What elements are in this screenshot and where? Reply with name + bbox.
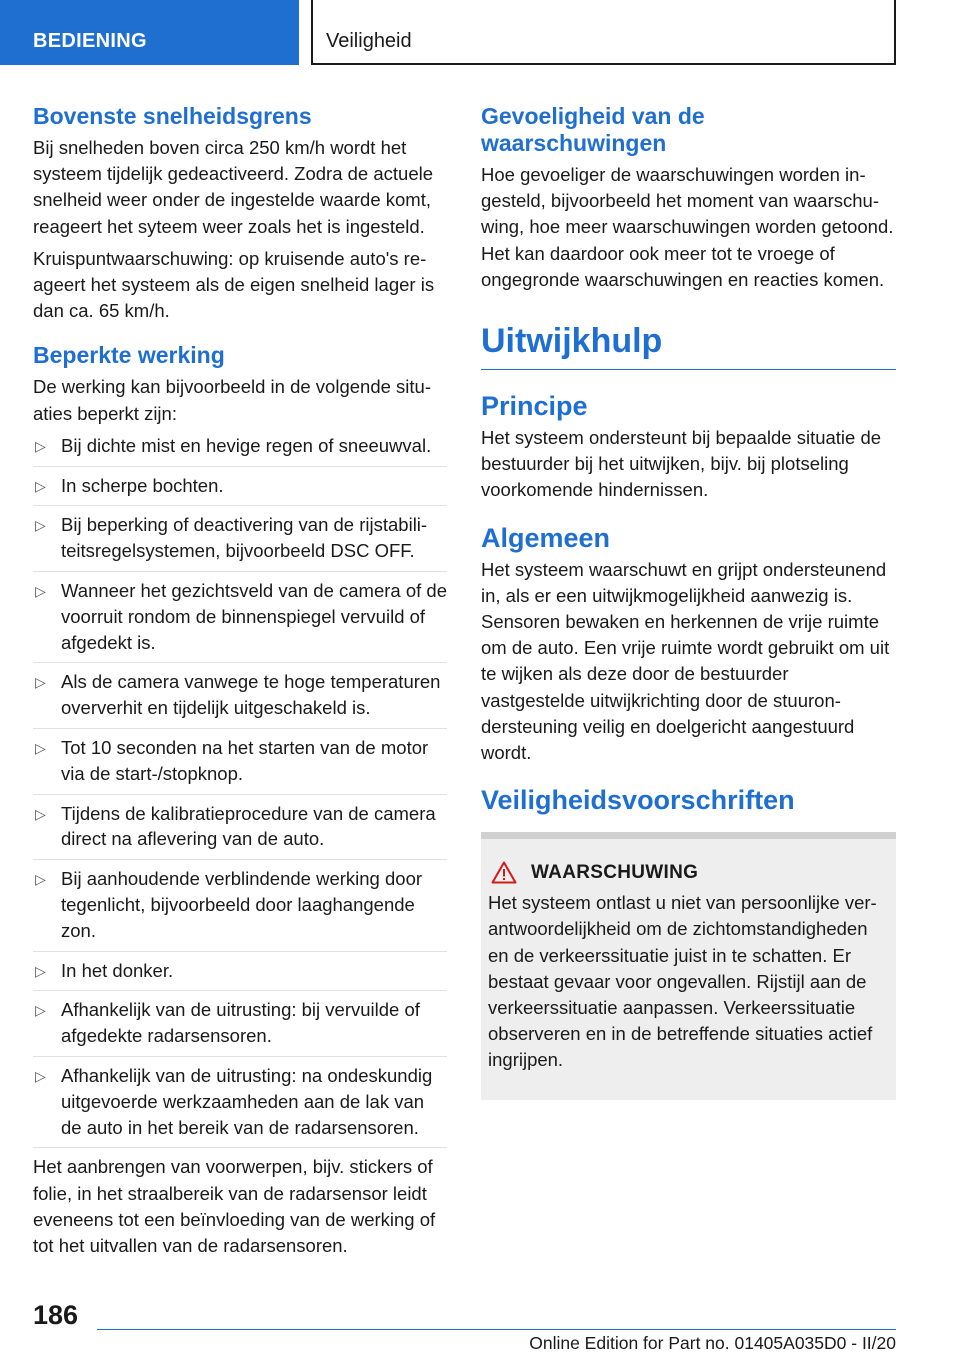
heading-safety: Veiligheidsvoorschriften xyxy=(481,785,795,816)
list-item xyxy=(33,801,447,861)
list-item-text: In het donker. xyxy=(61,959,174,981)
triangle-bullet-icon: ▷ xyxy=(35,437,46,454)
triangle-bullet-icon: ▷ xyxy=(35,674,46,691)
speed-limit-paragraph-2: Kruispuntwaarschuwing: op kruisende auto's reageert het systeem als de eigen snelheid lager is dan ca. 65 km/h. xyxy=(33,247,435,322)
heading-speed-limit: Bovenste snelheidsgrens xyxy=(33,103,312,129)
chapter-title: Uitwijkhulp xyxy=(481,321,896,370)
page-title: Veiligheid xyxy=(326,30,412,52)
footer-divider xyxy=(97,1329,896,1330)
section-label: BEDIENING xyxy=(33,30,147,52)
list-item xyxy=(33,669,447,729)
page-header xyxy=(311,0,896,65)
triangle-bullet-icon: ▷ xyxy=(35,871,46,888)
heading-sensitivity: Gevoeligheid van de waarschuwingen xyxy=(481,103,705,156)
triangle-bullet-icon: ▷ xyxy=(35,962,46,979)
principle-paragraph: Het systeem ondersteunt bij bepaalde situatie de bestuurder bij het uitwijken, bijv. bij plotseling voorkomende hindernissen. xyxy=(481,427,882,501)
left-column xyxy=(33,103,447,1265)
list-item-text: Bij aanhoudende verblindende werking door tegenlicht, bijvoorbeeld door laaghangende zon. xyxy=(61,868,423,941)
triangle-bullet-icon: ▷ xyxy=(35,740,46,756)
footer-edition: Online Edition for Part no. 01405A035D0 - II/20 xyxy=(529,1333,896,1353)
list-item xyxy=(33,512,447,572)
warning-header xyxy=(488,861,888,884)
general-paragraph: Het systeem waarschuwt en grijpt ondersteunend in, als er een uitwijkmogelijkheid aanwezig is. Sensoren bewaken en herkennen de vrije ruimte om de auto. Een vrije ruimte wordt gebruikt om uit te wijken als deze door de bestuurder vastgestelde uitwijkrichting door de stuurondersteuning veilig en doelgericht aangestuurd wordt. xyxy=(481,558,890,764)
list-item xyxy=(33,735,447,795)
list-item xyxy=(33,997,447,1057)
list-item-text: Bij beperking of deactivering van de rijstabiliteitsregelsystemen, bijvoorbeeld DSC OFF. xyxy=(61,514,428,562)
triangle-bullet-icon: ▷ xyxy=(35,1002,46,1019)
list-item-text: Bij dichte mist en hevige regen of sneeuwval. xyxy=(61,434,432,456)
list-item-text: Als de camera vanwege te hoge temperaturen oververhit en tijdelijk uitgeschakeld is. xyxy=(61,671,441,719)
list-item-text: Wanneer het gezichtsveld van de camera of de voorruit rondom de binnenspiegel vervuild of afgedekt is. xyxy=(61,580,447,653)
list-item xyxy=(33,866,447,951)
list-item-text: Tijdens de kalibratieprocedure van de camera direct na aflevering van de auto. xyxy=(61,802,436,850)
warning-triangle-icon xyxy=(491,861,517,884)
heading-principle: Principe xyxy=(481,391,588,422)
list-item-text: Afhankelijk van de uitrusting: na ondeskundig uitgevoerde werkzaamheden aan de lak van de auto in het bereik van de radarsensoren. xyxy=(61,1064,433,1138)
list-item-text: Tot 10 seconden na het starten van de motor via de start-/stopknop. xyxy=(61,737,429,784)
list-item-text: In scherpe bochten. xyxy=(61,474,224,496)
heading-general: Algemeen xyxy=(481,522,611,553)
warning-box xyxy=(481,832,896,1099)
triangle-bullet-icon: ▷ xyxy=(35,1067,46,1084)
limited-intro: De werking kan bijvoorbeeld in de volgende situaties beperkt zijn: xyxy=(33,376,431,424)
list-item xyxy=(33,958,447,992)
sensitivity-paragraph: Hoe gevoeliger de waarschuwingen worden ingesteld, bijvoorbeeld het moment van waarschuwing, hoe meer waarschuwingen worden getoond. Het kan daardoor ook meer tot te vroege of ongegronde waarschuwingen en reacties komen. xyxy=(481,164,894,290)
warning-text: Het systeem ontlast u niet van persoonlijke verantwoordelijkheid om de zichtomstandigheden en de verkeerssituatie juist in te schatten. Er bestaat gevaar voor ongevallen. Rijstijl aan de verkeerssituatie aanpassen. Verkeerssituatie observeren en in de betreffende situaties actief ingrijpen. xyxy=(488,892,877,1071)
list-item xyxy=(33,473,447,507)
speed-limit-paragraph-1: Bij snelheden boven circa 250 km/h wordt het systeem tijdelijk gedeactiveerd. Zodra de actuele snelheid weer onder de ingestelde waarde komt, reageert het syteem weer zoals het is ingesteld. xyxy=(33,137,434,237)
triangle-bullet-icon: ▷ xyxy=(35,477,46,494)
list-item xyxy=(33,578,447,663)
warning-label: WAARSCHUWING xyxy=(531,861,699,883)
list-item-text: Afhankelijk van de uitrusting: bij vervuilde of afgedekte radarsensoren. xyxy=(61,999,420,1047)
triangle-bullet-icon: ▷ xyxy=(35,583,46,600)
list-item xyxy=(33,433,447,467)
page-number: 186 xyxy=(33,1300,79,1330)
list-item xyxy=(33,1063,447,1148)
triangle-bullet-icon: ▷ xyxy=(35,517,46,534)
limited-outro: Het aanbrengen van voorwerpen, bijv. stickers of folie, in het straalbereik van de radarsensor leidt eveneens tot een beïnvloeding van de werking of tot het uitvallen van de radarsensoren. xyxy=(33,1156,436,1256)
triangle-bullet-icon: ▷ xyxy=(35,805,46,822)
limited-list xyxy=(33,433,447,1149)
heading-limited-function: Beperkte werking xyxy=(33,342,225,369)
section-tab xyxy=(0,0,299,65)
right-column xyxy=(481,103,896,1100)
